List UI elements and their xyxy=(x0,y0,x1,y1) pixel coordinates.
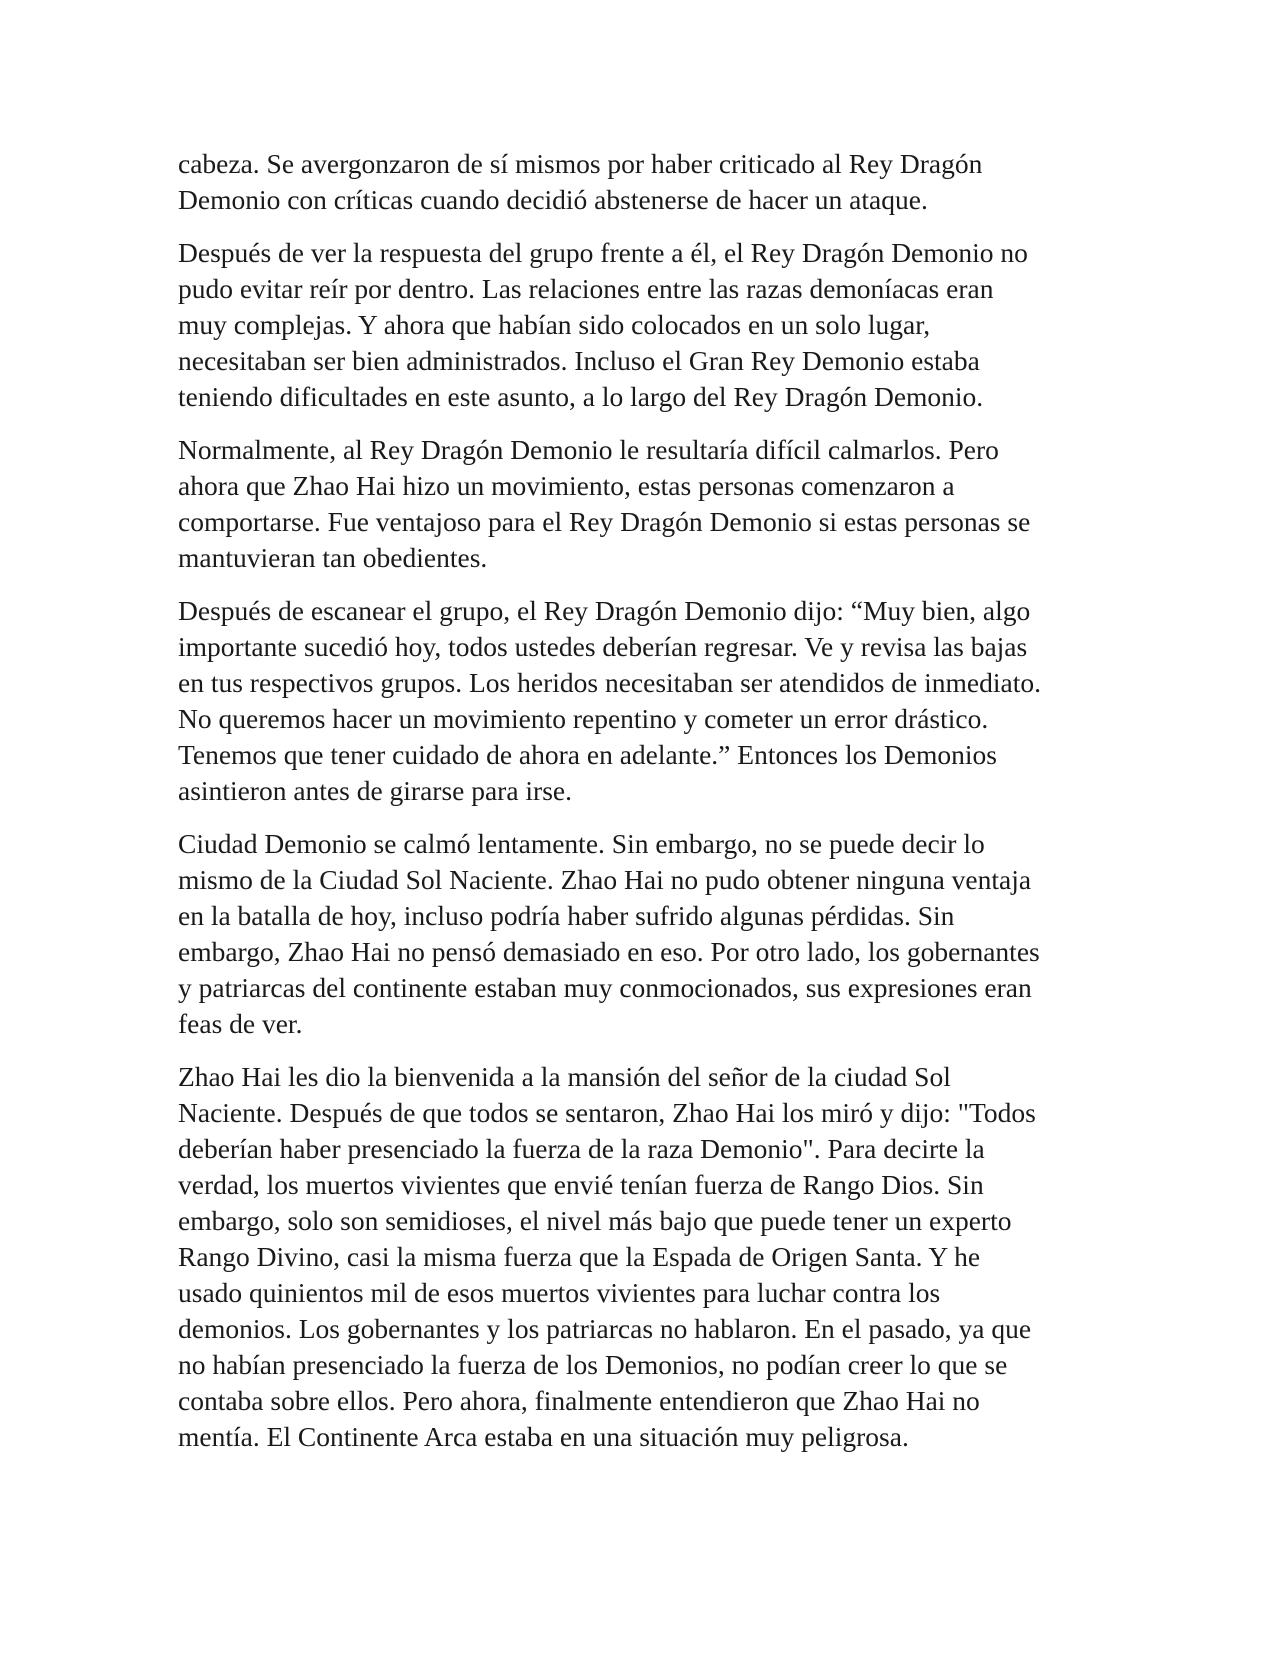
paragraph-1: cabeza. Se avergonzaron de sí mismos por haber criticado al Rey Dragón Demonio con críticas cuando decidió abstenerse de hacer un ataque. xyxy=(178,148,983,215)
paragraph-6: Zhao Hai les dio la bienvenida a la mansión del señor de la ciudad Sol Naciente. Después de que todos se sentaron, Zhao Hai los miró y dijo: "Todos deberían haber presenciado la fuerza de la raza Demonio". Para decirte la verdad, los muertos vivientes que envié tenían fuerza de Rango Dios. Sin embargo, solo son semidioses, el nivel más bajo que puede tener un experto Rango Divino, casi la misma fuerza que la Espada de Origen Santa. Y he usado quinientos mil de esos muertos vivientes para luchar contra los demonios. Los gobernantes y los patriarcas no hablaron. En el pasado, ya que no habían presenciado la fuerza de los Demonios, no podían creer lo que se contaba sobre ellos. Pero ahora, finalmente entendieron que Zhao Hai no mentía. El Continente Arca estaba en una situación muy peligrosa. xyxy=(178,1061,1036,1452)
paragraph-3: Normalmente, al Rey Dragón Demonio le resultaría difícil calmarlos. Pero ahora que Zhao Hai hizo un movimiento, estas personas comenzaron a comportarse. Fue ventajoso para el Rey Dragón Demonio si estas personas se mantuvieran tan obedientes. xyxy=(178,434,1031,573)
body-text xyxy=(178,146,1108,1472)
paragraph-2: Después de ver la respuesta del grupo frente a él, el Rey Dragón Demonio no pudo evitar reír por dentro. Las relaciones entre las razas demoníacas eran muy complejas. Y ahora que habían sido colocados en un solo lugar, necesitaban ser bien administrados. Incluso el Gran Rey Demonio estaba teniendo dificultades en este asunto, a lo largo del Rey Dragón Demonio. xyxy=(178,237,1028,412)
paragraph-5: Ciudad Demonio se calmó lentamente. Sin embargo, no se puede decir lo mismo de la Ciudad Sol Naciente. Zhao Hai no pudo obtener ninguna ventaja en la batalla de hoy, incluso podría haber sufrido algunas pérdidas. Sin embargo, Zhao Hai no pensó demasiado en eso. Por otro lado, los gobernantes y patriarcas del continente estaban muy conmocionados, sus expresiones eran feas de ver. xyxy=(178,828,1040,1039)
paragraph-4: Después de escanear el grupo, el Rey Dragón Demonio dijo: “Muy bien, algo importante sucedió hoy, todos ustedes deberían regresar. Ve y revisa las bajas en tus respectivos grupos. Los heridos necesitaban ser atendidos de inmediato. No queremos hacer un movimiento repentino y cometer un error drástico. Tenemos que tener cuidado de ahora en adelante.” Entonces los Demonios asintieron antes de girarse para irse. xyxy=(178,595,1041,806)
